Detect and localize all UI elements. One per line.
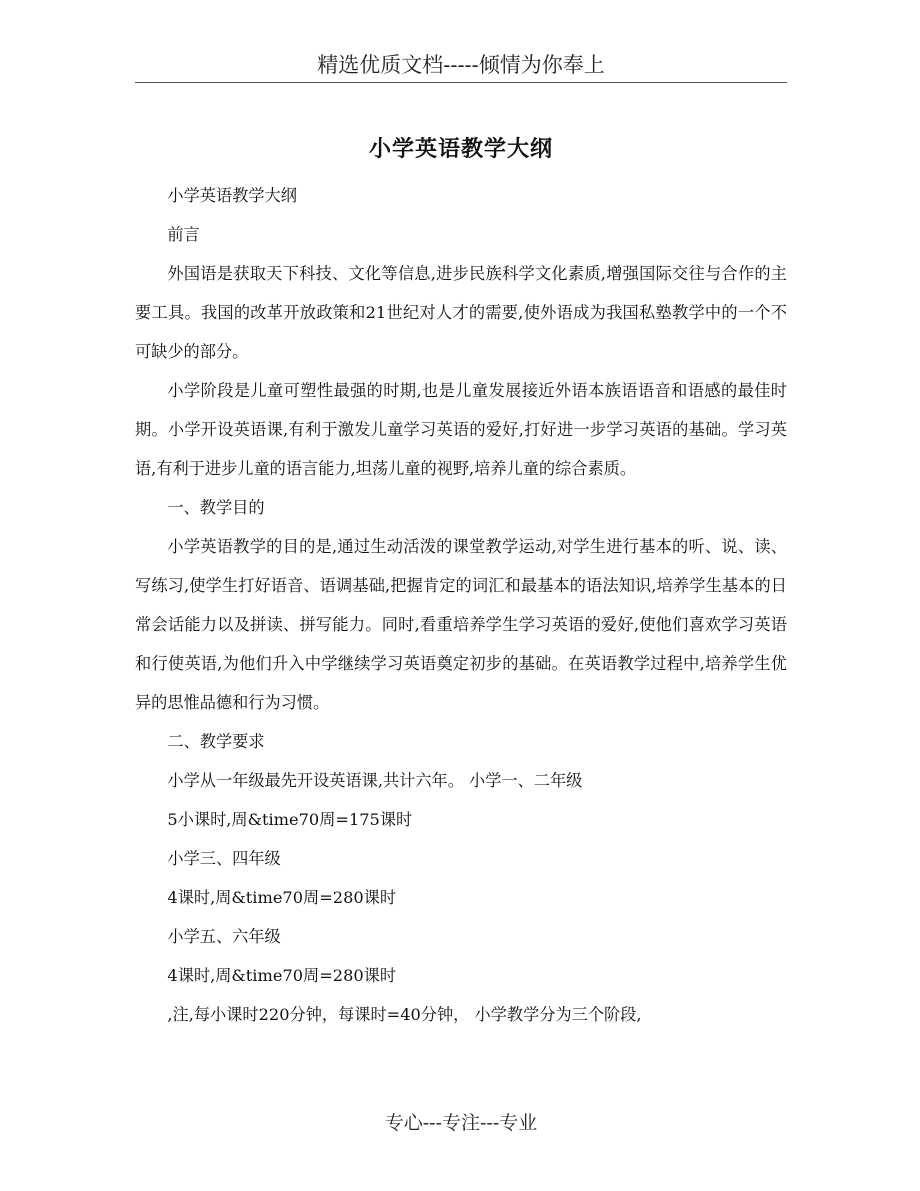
paragraph-subtitle: 小学英语教学大纲 (167, 186, 297, 205)
paragraph-requirements-intro: 小学从一年级最先开设英语课,共计六年。 小学一、二年级 (167, 771, 583, 790)
paragraph-grade-3-4: 小学三、四年级 (167, 849, 281, 868)
paragraph-note: ,注,每小课时220分钟，每课时=40分钟， 小学教学分为三个阶段, (167, 1005, 642, 1024)
page-footer: 专心---专注---专业 (384, 1112, 538, 1134)
document-body (135, 176, 787, 1034)
paragraph-grade-5-6-hours: 4课时,周&time70周=280课时 (167, 966, 397, 985)
document-title: 小学英语教学大纲 (368, 136, 553, 162)
paragraph-preface-heading: 前言 (167, 225, 200, 244)
paragraph-teaching-purpose: 小学英语教学的目的是,通过生动活泼的课堂教学运动,对学生进行基本的听、说、读、写练习,使学生打好语音、语调基础,把握肯定的词汇和最基本的语法知识,培养学生基本的日常会话能力以及拼读、拼写能力。同时,看重培养学生学习英语的爱好,使他们喜欢学习英语和行使英语,为他们升入中学继续学习英语奠定初步的基础。在英语教学过程中,培养学生优异的思惟品德和行为习惯。 (135, 537, 787, 712)
paragraph-preface-2: 小学阶段是儿童可塑性最强的时期,也是儿童发展接近外语本族语语音和语感的最佳时期。小学开设英语课,有利于激发儿童学习英语的爱好,打好进一步学习英语的基础。学习英语,有利于进步儿童的语言能力,坦荡儿童的视野,培养儿童的综合素质。 (135, 381, 787, 478)
paragraph-preface-1: 外国语是获取天下科技、文化等信息,进步民族科学文化素质,增强国际交往与合作的主要工具。我国的改革开放政策和21世纪对人才的需要,使外语成为我国私塾教学中的一个不可缺少的部分。 (135, 264, 787, 361)
paragraph-grade-1-2-hours: 5小课时,周&time70周=175课时 (167, 810, 413, 829)
section-heading-teaching-requirements: 二、教学要求 (167, 732, 265, 751)
paragraph-grade-3-4-hours: 4课时,周&time70周=280课时 (167, 888, 397, 907)
header-divider (135, 82, 787, 83)
page-header: 精选优质文档-----倾情为你奉上 (317, 53, 605, 77)
paragraph-grade-5-6: 小学五、六年级 (167, 927, 281, 946)
section-heading-teaching-purpose: 一、教学目的 (167, 498, 265, 517)
